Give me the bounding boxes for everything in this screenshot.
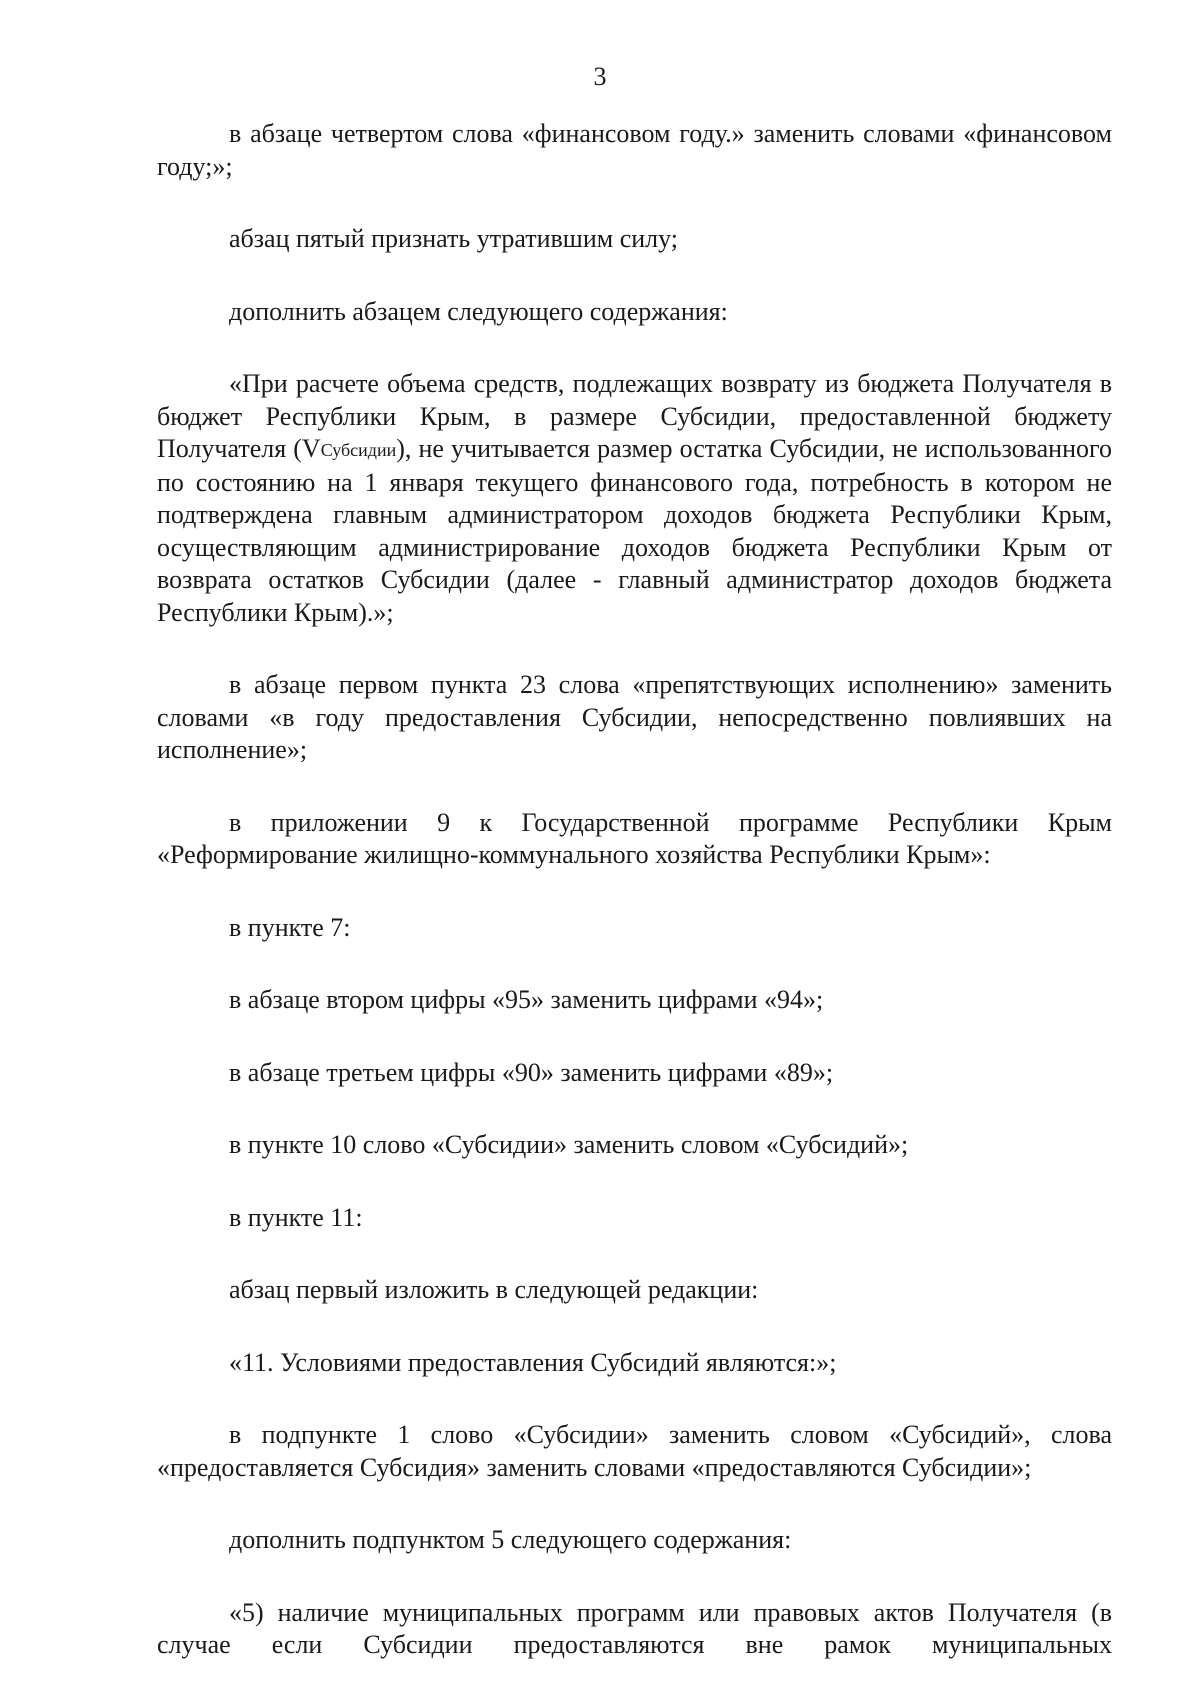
paragraph-1: в абзаце четвертом слова «финансовом году.» заменить словами «финансовом году;»; [157,119,1112,181]
paragraph-2: абзац пятый признать утратившим силу; [229,224,679,253]
paragraph-8: в абзаце втором цифры «95» заменить цифрами «94»; [229,985,824,1014]
paragraph-4 [157,368,1112,629]
subsidy-subscript: Субсидии [320,440,397,460]
paragraph-14: в подпункте 1 слово «Субсидии» заменить словом «Субсидий», слова «предоставляется Субсидия» заменить словами «предоставляются Субсидии»; [157,1420,1112,1482]
paragraph-5: в абзаце первом пункта 23 слова «препятствующих исполнению» заменить словами «в году предоставления Субсидии, непосредственно повлиявших на исполнение»; [157,670,1112,764]
paragraph-4-text-a: «При расчете объема средств, подлежащих возврату из бюджета Получателя в бюджет Республики Крым, в размере Субсидии, предоставленной бюджету Получателя (V [157,369,1112,463]
paragraph-4-text-b: ), не учитывается размер остатка Субсидии, не использованного по состоянию на 1 января текущего финансового года, потребность в котором не подтверждена главным администратором доходов бюджета Республики Крым, осуществляющим администрирование доходов бюджета Республики Крым от возврата остатков Субсидии (далее - главный администратор доходов бюджета Республики Крым).»; [157,434,1113,627]
page-number: 3 [593,62,607,91]
paragraph-6: в приложении 9 к Государственной программе Республики Крым «Реформирование жилищно-коммунального хозяйства Республики Крым»: [157,807,1112,869]
paragraph-3: дополнить абзацем следующего содержания: [229,296,728,326]
paragraph-9: в абзаце третьем цифры «90» заменить цифрами «89»; [229,1057,834,1087]
paragraph-7: в пункте 7: [229,912,351,942]
paragraph-16: «5) наличие муниципальных программ или правовых актов Получателя (в случае если Субсидии предоставляются вне рамок муниципальных [157,1597,1112,1659]
paragraph-12: абзац первый изложить в следующей редакции: [229,1275,759,1304]
paragraph-10: в пункте 10 слово «Субсидии» заменить словом «Субсидий»; [229,1130,909,1159]
paragraph-15: дополнить подпунктом 5 следующего содержания: [229,1525,792,1554]
document-body [157,118,1112,1662]
paragraph-13: «11. Условиями предоставления Субсидий являются:»; [229,1347,837,1377]
paragraph-11: в пункте 11: [229,1202,363,1232]
